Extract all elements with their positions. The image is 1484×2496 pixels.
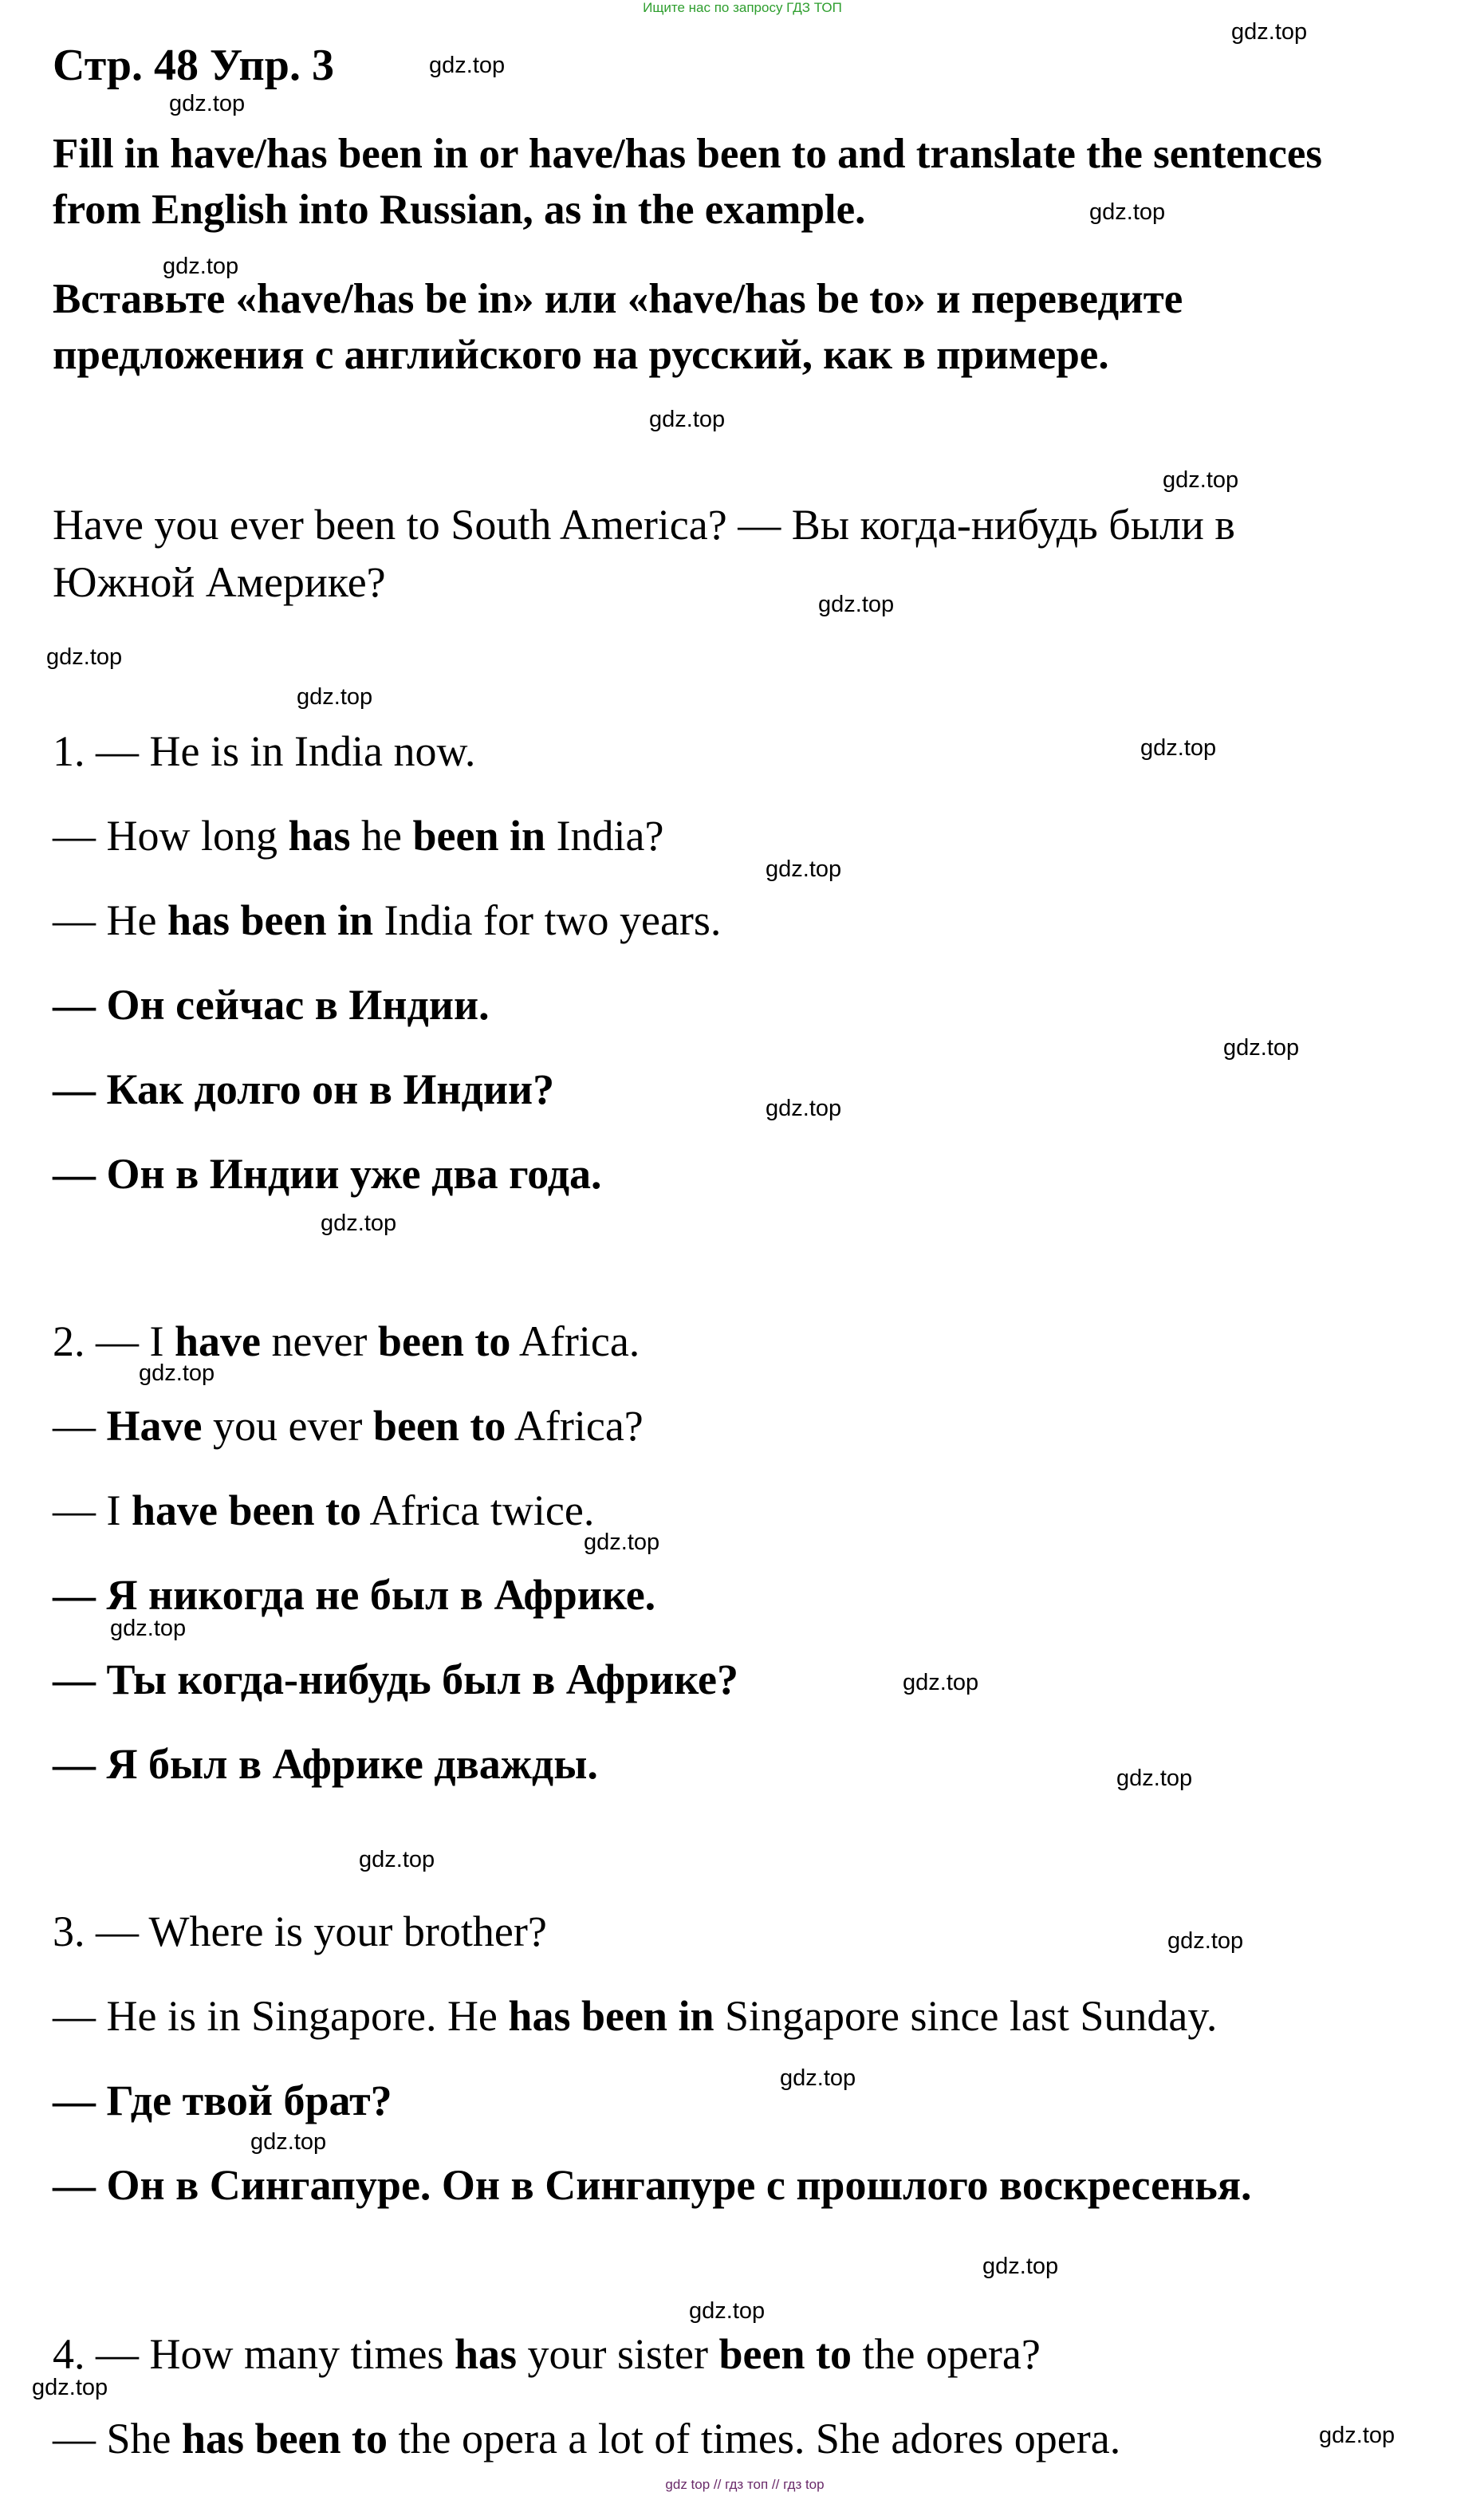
instruction-ru-line-1: Вставьте «have/has be in» или «have/has be to» и переведите [53,276,1183,322]
watermark: gdz.top [982,2254,1059,2279]
ex2-translation-3: — Я был в Африке дважды. [53,1740,598,1788]
instruction-en-line-1: Fill in have/has been in or have/has been to and translate the sentences [53,131,1323,177]
watermark: gdz.top [169,91,246,116]
watermark: gdz.top [903,1670,979,1695]
ex1-line-2: — How long has he been in India? [53,812,664,860]
ex3-translation-2: — Он в Сингапуре. Он в Сингапуре с прошлого воскресенья. [53,2161,1252,2209]
watermark: gdz.top [1167,1928,1244,1954]
watermark: gdz.top [163,254,239,279]
watermark: gdz.top [110,1616,187,1641]
watermark: gdz.top [1319,2423,1395,2448]
watermark: gdz.top [766,856,842,882]
ex2-line-3: — I have been to Africa twice. [53,1486,595,1534]
watermark: gdz.top [321,1211,397,1236]
watermark: gdz.top [1223,1035,1300,1061]
watermark: gdz.top [359,1847,435,1872]
top-banner: Ищите нас по запросу ГДЗ ТОП [643,0,842,15]
watermark: gdz.top [1116,1766,1193,1791]
ex1-line-3: — He has been in India for two years. [53,896,722,944]
ex3-line-1: 3. — Where is your brother? [53,1907,547,1955]
watermark: gdz.top [250,2129,327,2155]
watermark: gdz.top [689,2298,766,2324]
page-title: Стр. 48 Упр. 3 [53,41,334,90]
watermark: gdz.top [1089,199,1166,225]
ex4-line-2: — She has been to the opera a lot of times. She adores opera. [53,2415,1121,2463]
watermark: gdz.top [818,592,895,617]
ex4-line-1: 4. — How many times has your sister been to the opera? [53,2330,1041,2378]
watermark: gdz.top [46,644,123,670]
watermark: gdz.top [297,684,373,710]
instruction-ru-line-2: предложения с английского на русский, как в примере. [53,332,1109,378]
watermark: gdz.top [780,2065,856,2091]
ex2-line-2: — Have you ever been to Africa? [53,1402,644,1450]
instruction-en-line-2: from English into Russian, as in the example. [53,187,866,233]
watermark: gdz.top [1163,467,1239,493]
ex1-translation-3: — Он в Индии уже два года. [53,1150,602,1198]
ex1-translation-2: — Как долго он в Индии? [53,1065,555,1113]
example-line-2: Южной Америке? [53,558,386,606]
bottom-banner: gdz top // гдз топ // гдз top [665,2477,825,2492]
watermark: gdz.top [429,53,506,78]
ex2-translation-2: — Ты когда-нибудь был в Африке? [53,1655,738,1703]
example-line-1: Have you ever been to South America? — Вы когда-нибудь были в [53,501,1235,549]
ex3-translation-1: — Где твой брат? [53,2077,392,2124]
ex2-translation-1: — Я никогда не был в Африке. [53,1571,656,1619]
ex1-translation-1: — Он сейчас в Индии. [53,981,490,1029]
ex2-line-1: 2. — I have never been to Africa. [53,1317,640,1365]
watermark: gdz.top [584,1529,660,1555]
ex3-line-2: — He is in Singapore. He has been in Singapore since last Sunday. [53,1992,1218,2040]
watermark: gdz.top [649,407,726,432]
watermark: gdz.top [32,2375,108,2400]
watermark: gdz.top [1140,735,1217,761]
ex1-line-1: 1. — He is in India now. [53,727,476,775]
watermark: gdz.top [1231,19,1308,45]
watermark: gdz.top [766,1096,842,1121]
watermark: gdz.top [139,1360,215,1386]
